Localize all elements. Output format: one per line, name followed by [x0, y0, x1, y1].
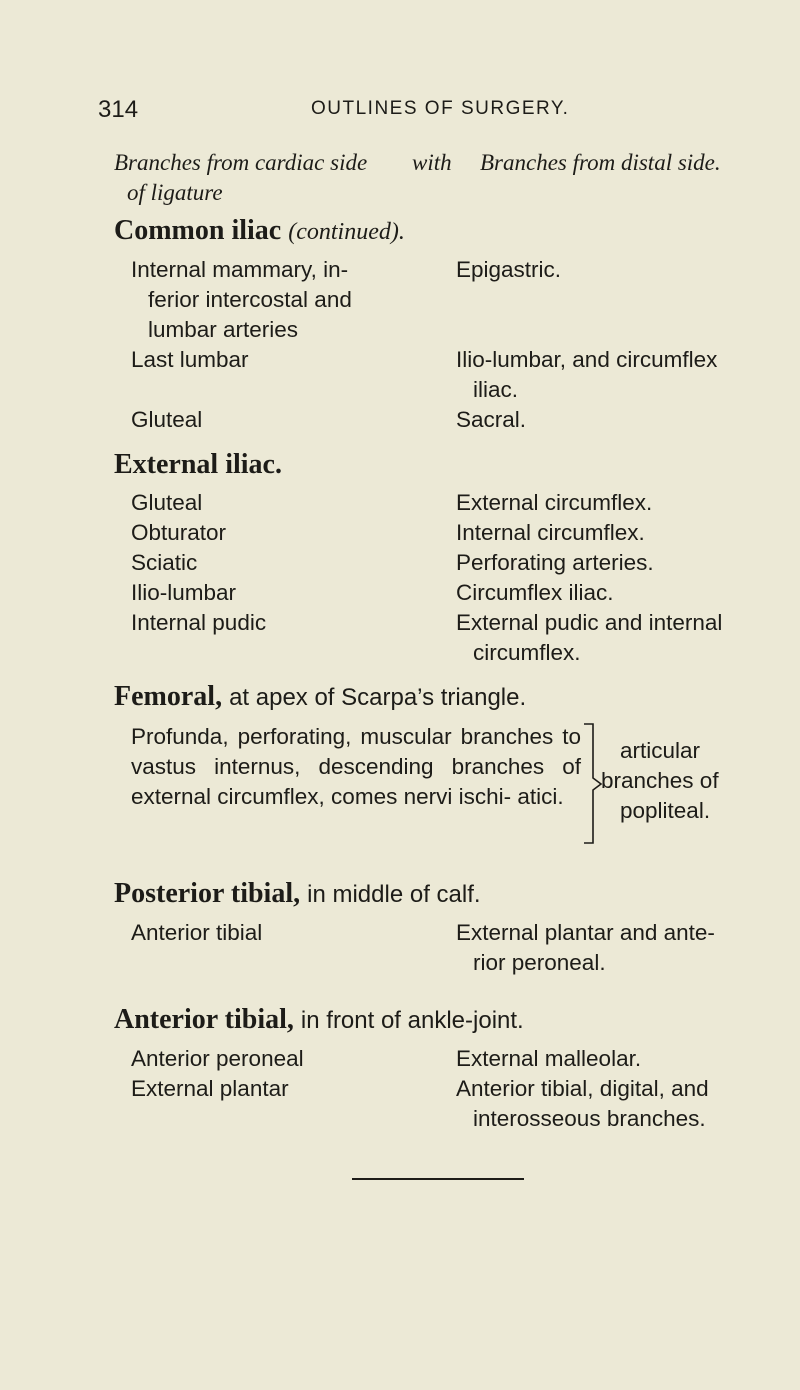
- brace-text-line: branches of: [601, 768, 719, 793]
- list-item-left: Ilio-lumbar: [131, 580, 237, 605]
- list-item-left: Anterior peroneal: [131, 1046, 304, 1071]
- list-item-right: circumflex.: [473, 640, 581, 665]
- brace-text-line: popliteal.: [620, 798, 711, 823]
- list-item-right: Sacral.: [456, 407, 527, 432]
- list-item-right: Anterior tibial, digital, and: [456, 1076, 709, 1101]
- list-item-left: ferior intercostal and: [148, 287, 352, 312]
- page-number: 314: [98, 96, 139, 123]
- list-item-right: Circumflex iliac.: [456, 580, 614, 605]
- list-item-right: Internal circumflex.: [456, 520, 645, 545]
- running-head: OUTLINES OF SURGERY.: [311, 98, 570, 119]
- posterior-tibial-note: in middle of calf.: [307, 881, 481, 908]
- list-item-right: Epigastric.: [456, 257, 562, 282]
- list-item-left: Anterior tibial: [131, 920, 263, 945]
- femoral-paragraph: Profunda, perforating, muscular branches to vastus internus, descending branches of external circumflex, comes nervi ischi- atici.: [131, 724, 581, 809]
- list-item-left: lumbar arteries: [148, 317, 299, 342]
- end-rule: [352, 1178, 524, 1180]
- femoral-note: at apex of Scarpa’s triangle.: [229, 684, 527, 711]
- anterior-tibial-heading: [114, 1004, 524, 1036]
- anterior-tibial-title: Anterior tibial,: [114, 1004, 294, 1035]
- list-item-left: Obturator: [131, 520, 227, 545]
- external-iliac-title: External iliac.: [114, 449, 282, 480]
- list-item-left: Internal mammary, in-: [131, 257, 349, 282]
- list-item-left: Sciatic: [131, 550, 198, 575]
- anterior-tibial-note: in front of ankle-joint.: [300, 1007, 524, 1034]
- list-item-right: External circumflex.: [456, 490, 653, 515]
- external-iliac-heading: [114, 449, 282, 481]
- femoral-heading: [114, 681, 526, 713]
- page-header: [98, 96, 758, 126]
- list-item-right: Ilio-lumbar, and circumflex: [456, 347, 718, 372]
- right-column-heading: Branches from distal side.: [480, 150, 721, 175]
- list-item-left: Gluteal: [131, 490, 203, 515]
- middle-column-heading: with: [412, 150, 452, 175]
- list-item-right: rior peroneal.: [473, 950, 606, 975]
- list-item-right: Perforating arteries.: [456, 550, 654, 575]
- list-item-right: External plantar and ante-: [456, 920, 715, 945]
- common-iliac-heading: [114, 215, 405, 247]
- brace-text-line: articular: [620, 738, 701, 763]
- common-iliac-title: Common iliac: [114, 215, 282, 246]
- posterior-tibial-heading: [114, 878, 481, 910]
- list-item-right: External malleolar.: [456, 1046, 642, 1071]
- left-column-heading-line2: of ligature: [127, 180, 223, 205]
- list-item-right: External pudic and internal: [456, 610, 723, 635]
- list-item-left: External plantar: [131, 1076, 289, 1101]
- list-item-left: Internal pudic: [131, 610, 267, 635]
- list-item-left: Last lumbar: [131, 347, 249, 372]
- list-item-right: iliac.: [473, 377, 519, 402]
- list-item-left: Gluteal: [131, 407, 203, 432]
- posterior-tibial-title: Posterior tibial,: [114, 878, 301, 909]
- common-iliac-note: (continued).: [288, 219, 405, 245]
- left-column-heading: Branches from cardiac side: [114, 150, 368, 175]
- femoral-title: Femoral,: [114, 681, 223, 712]
- list-item-right: interosseous branches.: [473, 1106, 706, 1131]
